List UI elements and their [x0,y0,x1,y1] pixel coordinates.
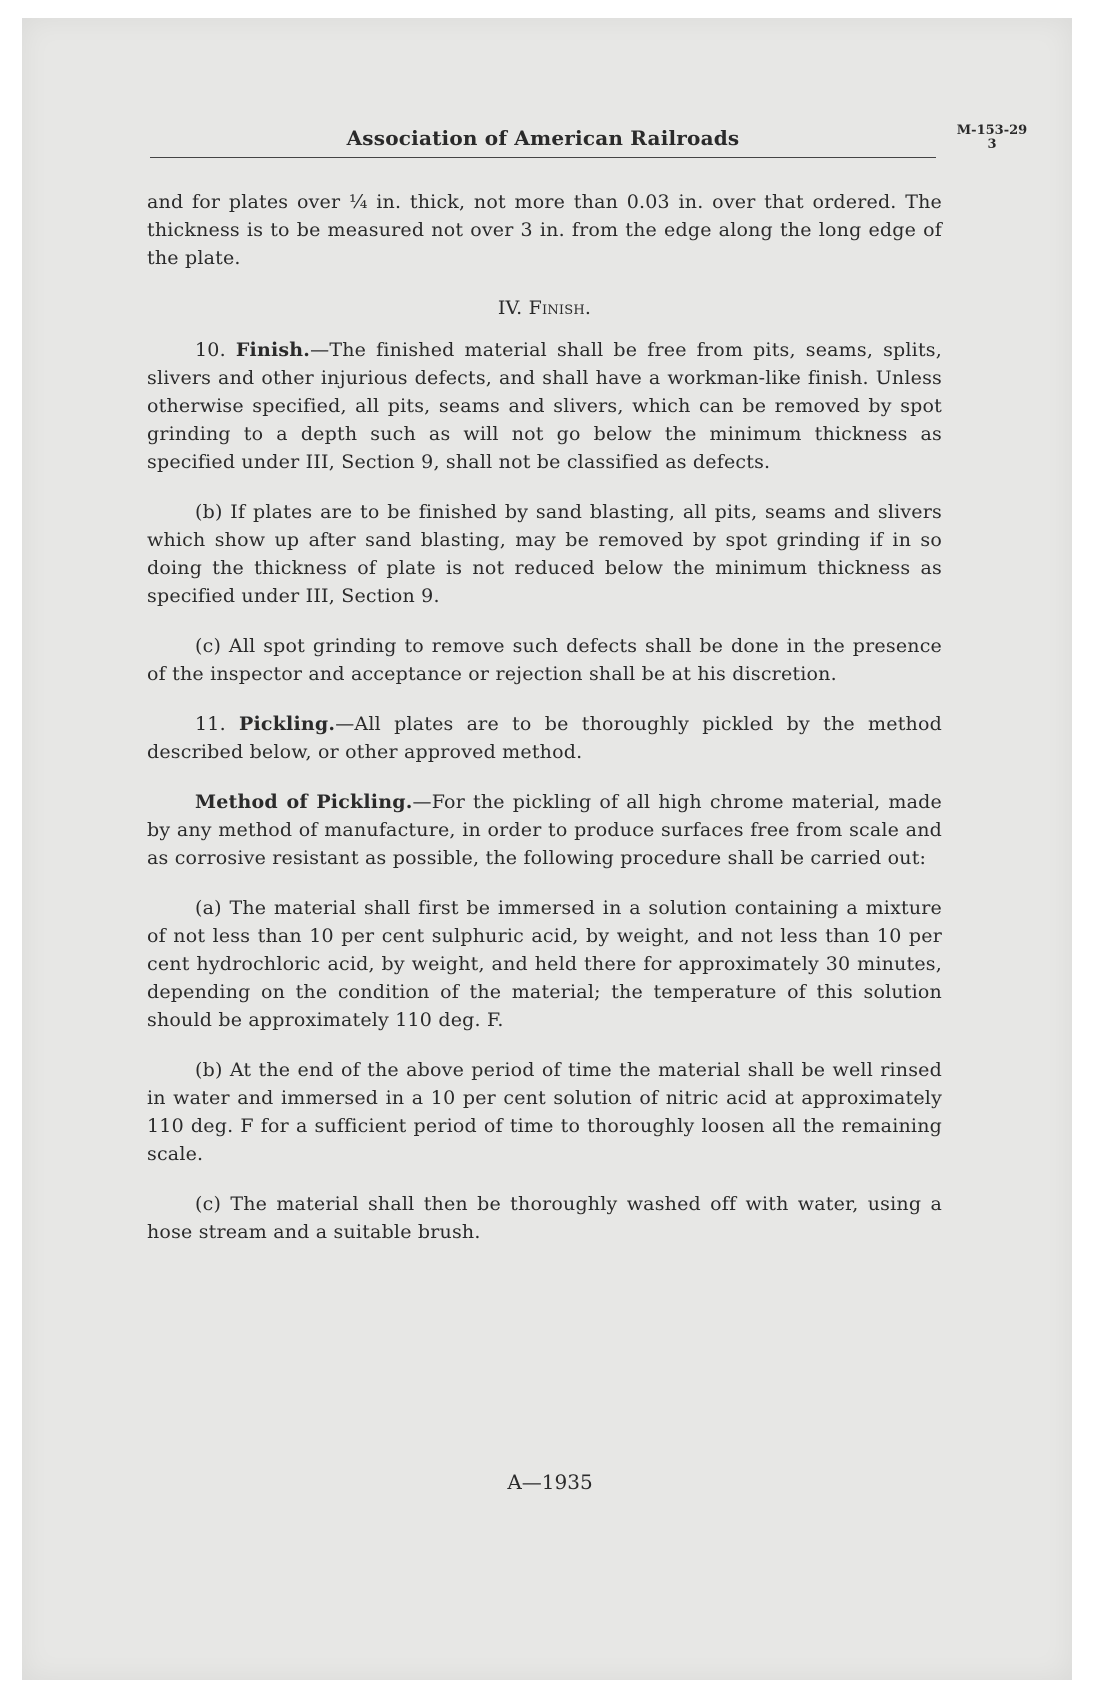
paragraph-10 [147,336,942,476]
step-a: (a) The material shall first be immersed in a solution containing a mixture of not less than 10 per cent sulphuric acid, by weight, and not less than 10 per cent hydrochloric acid, by weight, and held there for approximately 30 minutes, depending on the condition of the material; the temperature of this solution should be approximately 110 deg. F. [147,897,942,1031]
header-title: Association of American Railroads [346,126,740,150]
paragraph-11 [147,710,942,766]
paragraph-10b: (b) If plates are to be finished by sand blasting, all pits, seams and slivers which show up after sand blasting, may be removed by spot grinding if in so doing the thickness of plate is not reduced below the minimum thickness as specified under III, Section 9. [147,501,942,607]
intro-paragraph: and for plates over ¼ in. thick, not more than 0.03 in. over that ordered. The thickness is to be measured not over 3 in. from the edge along the long edge of the plate. [147,191,942,269]
spec-number: M-153-29 [956,123,1028,138]
method-of-pickling-text: —For the pickling of all high chrome material, made by any method of manufacture, in order to produce surfaces free from scale and as corrosive resistant as possible, the following procedure shall be carried out: [147,791,942,869]
method-of-pickling-title: Method of Pickling. [195,791,413,813]
paragraph-10-number: 10. [195,339,226,361]
paragraph-11-title: Pickling. [239,713,336,735]
section-heading: IV. Finish. [497,297,592,319]
step-c: (c) The material shall then be thoroughly washed off with water, using a hose stream and a suitable brush. [147,1193,942,1243]
paragraph-11-number: 11. [195,713,226,735]
page-footer: A—1935 [507,1470,593,1494]
paragraph-10c: (c) All spot grinding to remove such defects shall be done in the presence of the inspector and acceptance or rejection shall be at his discretion. [147,635,942,685]
method-of-pickling-paragraph [147,788,942,872]
document-body [147,188,942,1268]
header-rule [150,157,936,158]
spec-number-block [952,124,1032,152]
step-b: (b) At the end of the above period of time the material shall be well rinsed in water and immersed in a 10 per cent solution of nitric acid at approximately 110 deg. F for a sufficient period of time to thoroughly loosen all the remaining scale. [147,1059,942,1165]
paragraph-10-title: Finish. [235,339,311,361]
page-header [150,126,936,166]
paragraph-11-text: —All plates are to be thoroughly pickled by the method described below, or other approved method. [147,713,942,763]
paragraph-10-text: —The finished material shall be free from pits, seams, splits, slivers and other injurious defects, and shall have a workman-like finish. Unless otherwise specified, all pits, seams and slivers, which can be removed by spot grinding to a depth such as will not go below the minimum thickness as specified under III, Section 9, shall not be classified as defects. [147,339,942,473]
page-number: 3 [987,137,997,152]
